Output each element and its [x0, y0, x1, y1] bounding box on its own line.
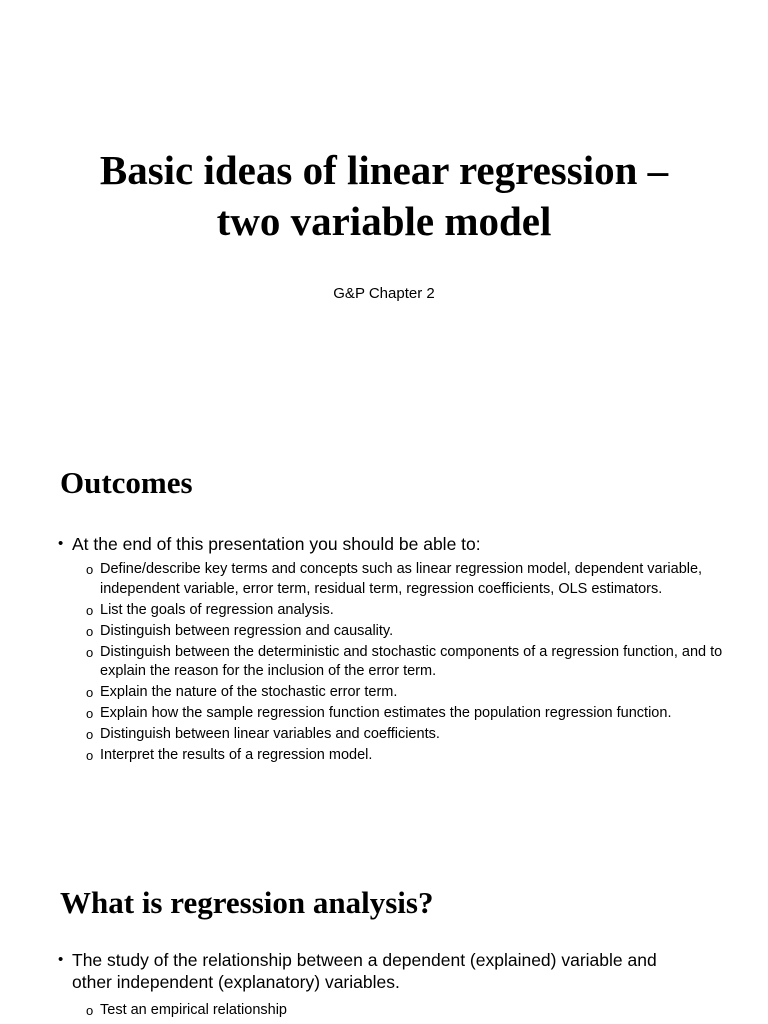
ring-bullet-icon: o [86, 1003, 94, 1018]
regression-slide [0, 845, 768, 1024]
outcome-text: Interpret the results of a regression model. [100, 747, 373, 763]
outcomes-list [86, 560, 726, 767]
slide-title [0, 145, 768, 247]
regression-intro: The study of the relationship between a dependent (explained) variable and other independent (explanatory) variables. [72, 950, 657, 992]
outcomes-intro: At the end of this presentation you should be able to: [72, 534, 481, 554]
ring-bullet-icon: o [86, 602, 94, 618]
slide-subtitle: G&P Chapter 2 [333, 285, 435, 302]
list-item [86, 601, 726, 621]
outcomes-slide [0, 435, 768, 845]
ring-bullet-icon: o [86, 727, 94, 742]
list-item [86, 560, 726, 599]
ring-bullet-icon: o [86, 685, 94, 700]
regression-intro-bullet [58, 949, 658, 993]
outcome-text: Explain the nature of the stochastic error term. [100, 684, 398, 700]
title-slide [0, 0, 768, 435]
outcome-text: Distinguish between linear variables and coefficients. [100, 726, 440, 742]
ring-bullet-icon: o [86, 644, 94, 660]
bullet-icon: • [58, 535, 64, 552]
outcome-text: Define/describe key terms and concepts such as linear regression model, dependent variable, independent variable, error term, residual term, regression coefficients, OLS estimators. [100, 561, 703, 597]
outcomes-intro-bullet [58, 533, 738, 555]
list-item [86, 725, 726, 745]
regression-item-text: Test an empirical relationship [100, 1002, 287, 1018]
outcomes-heading: Outcomes [60, 465, 193, 500]
list-item [86, 622, 726, 642]
list-item [86, 746, 726, 766]
title-line-2: two variable model [216, 198, 552, 244]
list-item [86, 1001, 726, 1021]
regression-heading: What is regression analysis? [60, 885, 434, 920]
regression-list [86, 1001, 726, 1022]
list-item [86, 704, 726, 724]
outcome-text: Explain how the sample regression function estimates the population regression function. [100, 705, 672, 721]
title-line-1: Basic ideas of linear regression – [99, 147, 669, 193]
outcome-text: Distinguish between regression and causality. [100, 622, 394, 639]
ring-bullet-icon: o [86, 623, 94, 639]
ring-bullet-icon: o [86, 562, 94, 577]
list-item [86, 683, 726, 703]
bullet-icon: • [58, 951, 64, 968]
list-item [86, 643, 726, 682]
ring-bullet-icon: o [86, 706, 94, 721]
outcome-text: Distinguish between the deterministic and stochastic components of a regression function, and to explain the reason for the inclusion of the error term. [100, 643, 723, 679]
ring-bullet-icon: o [86, 748, 94, 763]
outcome-text: List the goals of regression analysis. [100, 601, 334, 618]
